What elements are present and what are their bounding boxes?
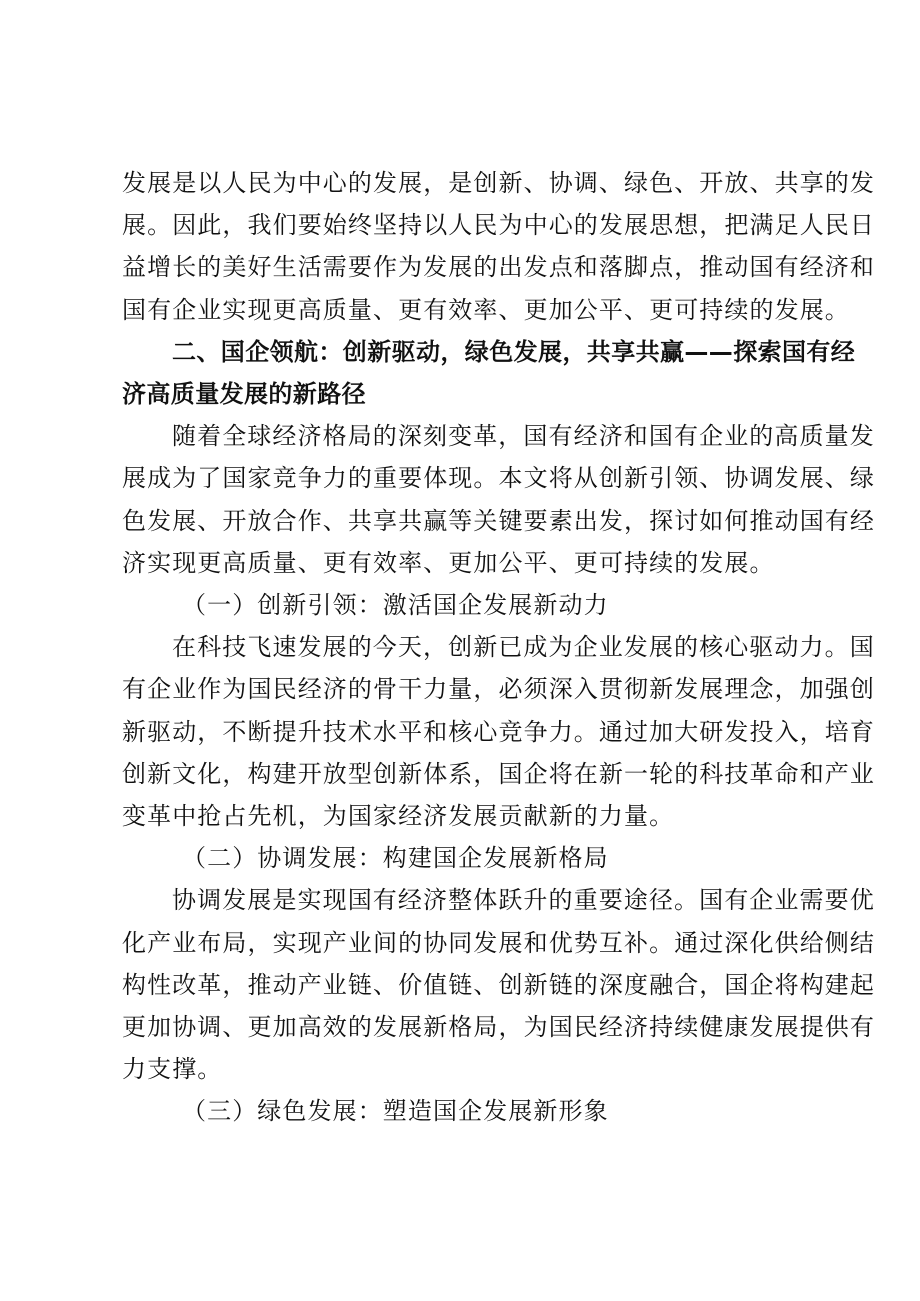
- text-line: 展。因此，我们要始终坚持以人民为中心的发展思想，把满足人民日: [122, 211, 875, 240]
- text-line: 益增长的美好生活需要作为发展的出发点和落脚点，推动国有经济和: [122, 253, 875, 282]
- subsection-1-paragraph: [122, 626, 875, 837]
- subsection-2-heading: （二）协调发展：构建国企发展新格局: [182, 844, 609, 873]
- section-2-intro-paragraph: [122, 415, 875, 584]
- subsection-3-heading: （三）绿色发展：塑造国企发展新形象: [182, 1097, 609, 1126]
- text-line: 变革中抢占先机，为国家经济发展贡献新的力量。: [122, 802, 675, 831]
- text-line: 创新文化，构建开放型创新体系，国企将在新一轮的科技革命和产业: [122, 759, 875, 788]
- text-line: 展成为了国家竞争力的重要体现。本文将从创新引领、协调发展、绿: [122, 464, 875, 493]
- text-line: 化产业布局，实现产业间的协同发展和优势互补。通过深化供给侧结: [122, 928, 875, 957]
- text-line: 更加协调、更加高效的发展新格局，为国民经济持续健康发展提供有: [122, 1013, 875, 1042]
- text-line: 新驱动，不断提升技术水平和核心竞争力。通过加大研发投入，培育: [122, 717, 875, 746]
- text-line: 国有企业实现更高质量、更有效率、更加公平、更可持续的发展。: [122, 295, 850, 324]
- intro-paragraph: [122, 162, 875, 331]
- text-line: 发展是以人民为中心的发展，是创新、协调、绿色、开放、共享的发: [122, 169, 875, 197]
- heading-line: 二、国企领航：创新驱动，绿色发展，共享共赢——探索国有经: [172, 337, 856, 366]
- text-line: 在科技飞速发展的今天，创新已成为企业发展的核心驱动力。国: [172, 633, 875, 662]
- text-line: 济实现更高质量、更有效率、更加公平、更可持续的发展。: [122, 548, 775, 577]
- section-2-heading: [122, 331, 856, 415]
- text-line: 有企业作为国民经济的骨干力量，必须深入贯彻新发展理念，加强创: [122, 675, 875, 704]
- subsection-1-heading: （一）创新引领：激活国企发展新动力: [182, 591, 609, 620]
- text-line: 构性改革，推动产业链、价值链、创新链的深度融合，国企将构建起: [122, 970, 875, 999]
- text-line: 协调发展是实现国有经济整体跃升的重要途径。国有企业需要优: [172, 886, 875, 915]
- subsection-2-paragraph: [122, 879, 875, 1090]
- text-line: 力支撑。: [122, 1055, 223, 1084]
- heading-line: 济高质量发展的新路径: [122, 380, 366, 409]
- text-line: 色发展、开放合作、共享共赢等关键要素出发，探讨如何推动国有经: [122, 506, 875, 535]
- text-line: 随着全球经济格局的深刻变革，国有经济和国有企业的高质量发: [172, 422, 875, 451]
